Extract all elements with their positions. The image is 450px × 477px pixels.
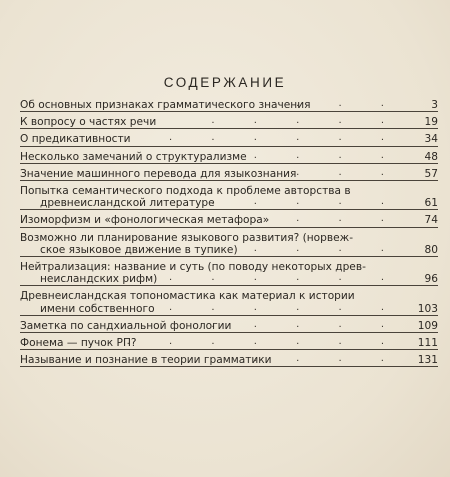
- toc-entry-page: 80: [424, 243, 438, 256]
- toc-entry-title: О предикативности: [20, 133, 131, 146]
- toc-entry-title: Нейтрализация: название и суть (по поводу некоторых древ-: [20, 261, 366, 274]
- toc-entry-title: Называние и познание в теории грамматики: [20, 354, 272, 367]
- toc-entry: [20, 261, 438, 286]
- toc-entry-leader: . . . .: [253, 353, 402, 365]
- toc-entry: [20, 151, 438, 164]
- toc-entry-page: 3: [431, 99, 438, 111]
- toc-entry-leader: . . . .: [253, 213, 402, 225]
- toc-entry: [20, 116, 438, 129]
- toc-entry-title: Несколько замечаний о структурализме: [20, 150, 247, 163]
- toc-entry-leader: . . .: [296, 166, 402, 178]
- toc-entry-title-continued: неисландских рифм): [40, 273, 158, 286]
- toc-entry-leader: . . . . .: [211, 318, 402, 330]
- toc-entry-title: Заметка по сандхиальной фонологии: [20, 319, 232, 332]
- toc-entry-leader: . . . .: [253, 149, 402, 161]
- toc-entry-title: Попытка семантического подхода к проблеме авторства в: [20, 185, 351, 198]
- contents-heading: СОДЕРЖАНИЕ: [163, 75, 287, 90]
- toc-entry-page: 19: [424, 116, 438, 129]
- toc-entry-title: Об основных признаках грамматического значения: [20, 99, 311, 111]
- toc-entry-leader: . . . . . .: [169, 301, 402, 313]
- toc-entry-leader: . . . . .: [211, 196, 402, 208]
- toc-entry: [20, 337, 438, 350]
- toc-entry-leader: . . . . .: [211, 115, 402, 127]
- toc-entry-title: Фонема — пучок РП?: [20, 337, 137, 350]
- toc-entry-leader: . . .: [296, 98, 402, 109]
- toc-entry-page: 61: [424, 197, 438, 210]
- toc-entry-leader: . . . . . . .: [126, 336, 402, 348]
- toc-entry: [20, 214, 438, 227]
- toc-entry-page: 111: [417, 337, 438, 350]
- toc-entry-leader: . . . .: [253, 242, 402, 254]
- toc-entry-title-continued: имени собственного: [40, 302, 155, 315]
- toc-entry: [20, 168, 438, 181]
- toc-entry: [20, 290, 438, 315]
- toc-entry-title: Изоморфизм и «фонологическая метафора»: [20, 214, 270, 227]
- toc-entry-title-continued: ское языковое движение в тупике): [40, 243, 238, 256]
- toc-entry-title: Возможно ли планирование языкового развития? (норвеж-: [20, 231, 354, 244]
- toc-entry: [20, 99, 438, 112]
- toc-entry-page: 57: [424, 167, 438, 180]
- toc-entry-title: Значение машинного перевода для языкознания: [20, 167, 297, 180]
- toc-entry: [20, 232, 438, 257]
- toc-entry-leader: . . . . . .: [169, 272, 402, 284]
- toc-entry-page: 109: [417, 319, 438, 332]
- toc-entry-page: 131: [417, 354, 438, 367]
- toc-entry-title: Древнеисландская топономастика как материал к истории: [20, 290, 355, 303]
- toc-entry-leader: . . . . . .: [169, 132, 402, 144]
- toc-entry: [20, 185, 438, 210]
- toc-entry: [20, 354, 438, 367]
- toc-entry-page: 34: [424, 133, 438, 146]
- toc-entry-page: 96: [424, 273, 438, 286]
- toc-entry-title-continued: древнеисландской литературе: [40, 197, 215, 210]
- toc-entry-page: 103: [417, 302, 438, 315]
- toc-entry: [20, 320, 438, 333]
- toc-entry-page: 74: [424, 214, 438, 227]
- toc-entry: [20, 133, 438, 146]
- table-of-contents: [20, 99, 438, 371]
- toc-entry-page: 48: [424, 150, 438, 163]
- toc-entry-title: К вопросу о частях речи: [20, 116, 157, 129]
